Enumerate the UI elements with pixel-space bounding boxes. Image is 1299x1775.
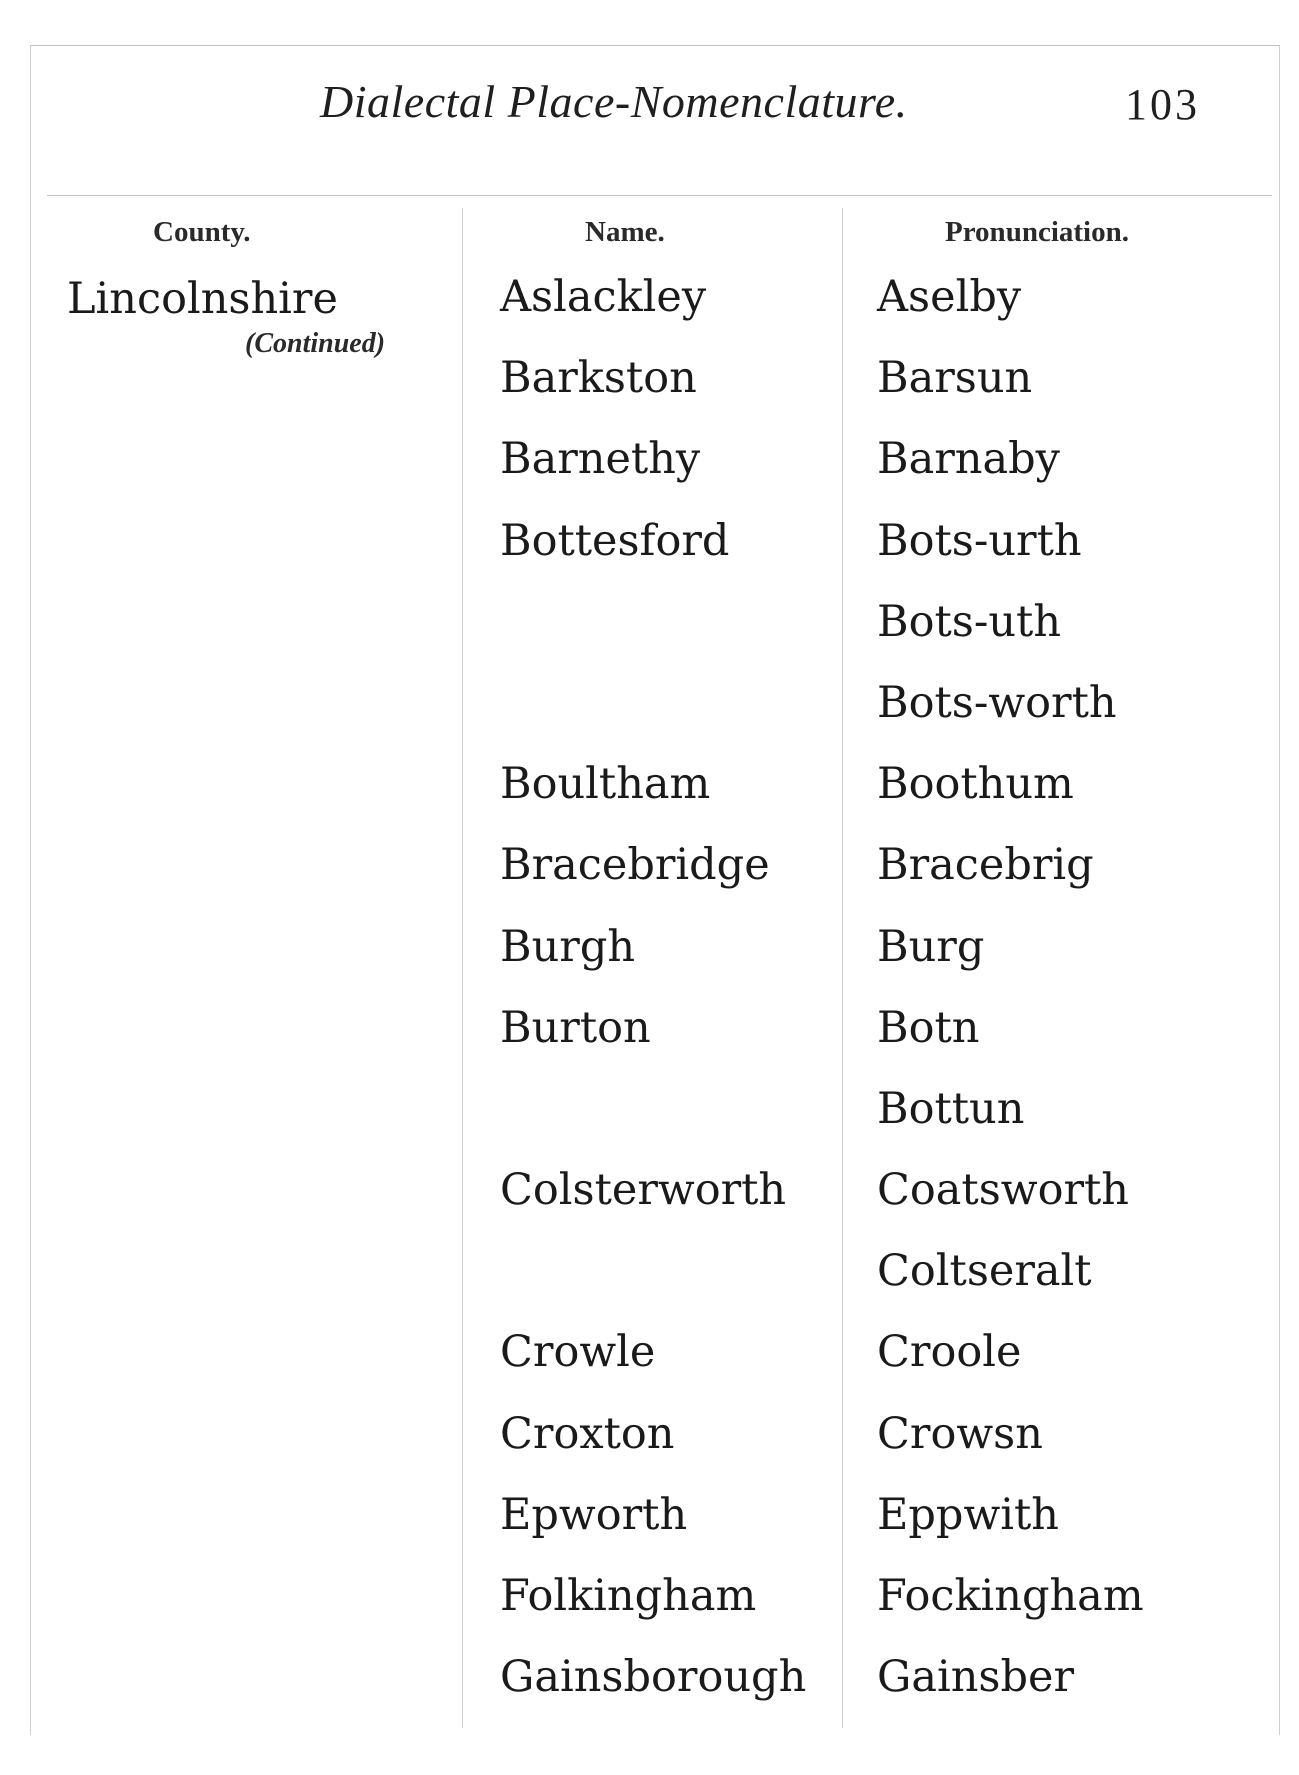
- column-header-name: Name.: [585, 216, 665, 248]
- table-row: [0, 1003, 1299, 1084]
- table-row: [0, 597, 1299, 678]
- pronunciation-cell: Bots-worth: [877, 677, 1117, 728]
- name-cell: Epworth: [500, 1489, 688, 1540]
- table-row: [0, 1409, 1299, 1490]
- pronunciation-cell: Botn: [877, 1002, 980, 1053]
- name-cell: Barnethy: [500, 434, 701, 485]
- table-row: [0, 678, 1299, 759]
- name-cell: Bottesford: [500, 515, 730, 566]
- name-cell: Bracebridge: [500, 840, 770, 891]
- name-cell: Croxton: [500, 1408, 675, 1459]
- table-row: [0, 1490, 1299, 1571]
- pronunciation-cell: Coltseralt: [877, 1246, 1092, 1297]
- pronunciation-cell: Burg: [877, 921, 985, 972]
- county-cell: Lincolnshire: [67, 274, 338, 324]
- table-row: [0, 434, 1299, 515]
- pronunciation-cell: Bots-uth: [877, 596, 1062, 647]
- table-row: [0, 759, 1299, 840]
- pronunciation-cell: Aselby: [877, 272, 1022, 322]
- table-row: [0, 353, 1299, 434]
- name-cell: Crowle: [500, 1327, 656, 1378]
- pronunciation-cell: Bracebrig: [877, 840, 1094, 891]
- page-title: Dialectal Place-Nomenclature.: [320, 76, 908, 127]
- table-row: [0, 1084, 1299, 1165]
- table-rows: [0, 272, 1299, 1733]
- name-cell: Aslackley: [500, 272, 707, 322]
- pronunciation-cell: Eppwith: [877, 1489, 1059, 1540]
- table-row: [0, 272, 1299, 353]
- pronunciation-cell: Croole: [877, 1327, 1022, 1378]
- pronunciation-cell: Coatsworth: [877, 1165, 1129, 1216]
- table-row: [0, 840, 1299, 921]
- table-row: [0, 516, 1299, 597]
- name-cell: Folkingham: [500, 1571, 757, 1621]
- pronunciation-cell: Barnaby: [877, 434, 1060, 485]
- table-row: [0, 1165, 1299, 1246]
- name-cell: Barkston: [500, 353, 697, 404]
- table-row: [0, 922, 1299, 1003]
- name-cell: Burton: [500, 1002, 651, 1053]
- table-row: [0, 1571, 1299, 1652]
- county-continued-note: (Continued): [245, 328, 386, 359]
- name-cell: Colsterworth: [500, 1165, 787, 1216]
- name-cell: Boultham: [500, 759, 711, 810]
- pronunciation-cell: Bottun: [877, 1083, 1025, 1134]
- pronunciation-cell: Gainsber: [877, 1652, 1075, 1703]
- table-row: [0, 1246, 1299, 1327]
- pronunciation-cell: Fockingham: [877, 1571, 1144, 1621]
- name-cell: Burgh: [500, 921, 636, 972]
- table-row: [0, 1327, 1299, 1408]
- pronunciation-cell: Bots-urth: [877, 515, 1082, 566]
- pronunciation-cell: Boothum: [877, 759, 1074, 810]
- column-header-pronunciation: Pronunciation.: [945, 216, 1129, 248]
- pronunciation-cell: Crowsn: [877, 1408, 1043, 1459]
- pronunciation-cell: Barsun: [877, 353, 1033, 404]
- page-number: 103: [1125, 80, 1200, 129]
- name-cell: Gainsborough: [500, 1652, 807, 1703]
- table-row: [0, 1652, 1299, 1733]
- column-header-county: County.: [153, 216, 251, 248]
